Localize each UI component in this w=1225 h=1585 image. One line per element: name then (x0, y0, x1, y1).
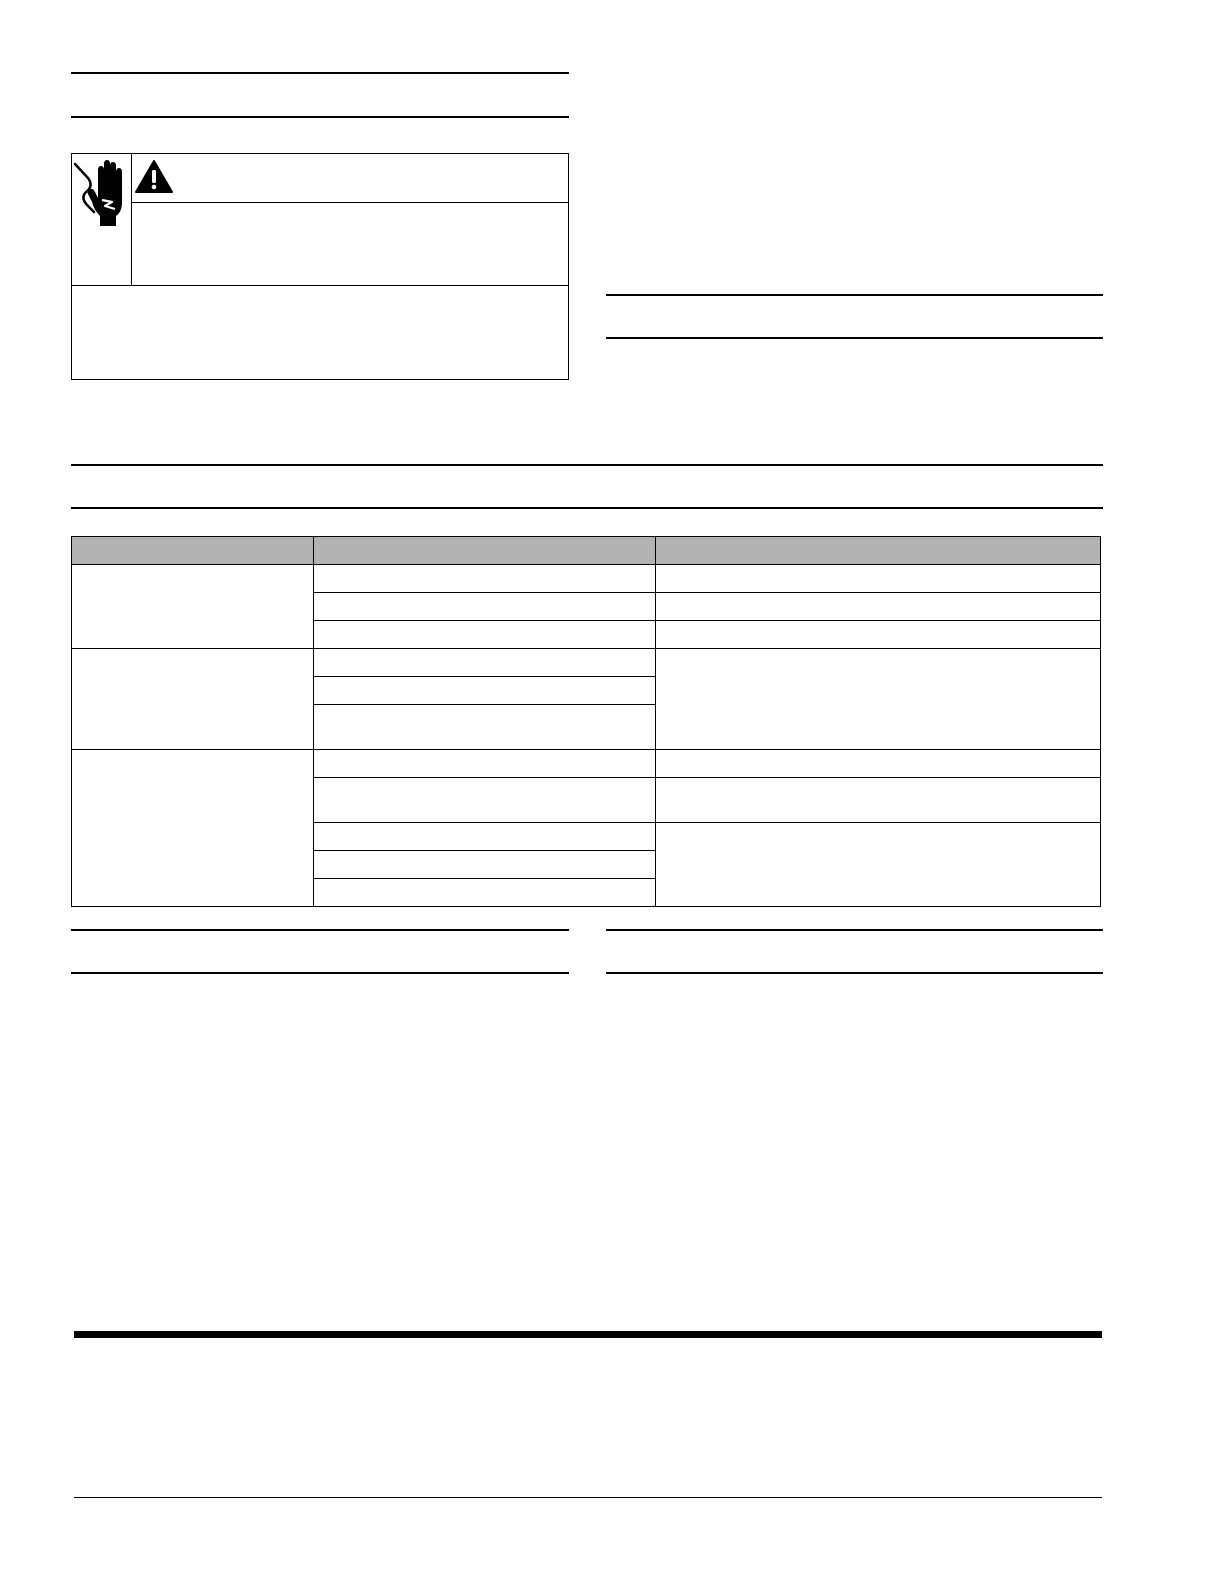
table-cell (314, 593, 656, 621)
table-header-row (72, 537, 1101, 565)
warning-triangle-icon (134, 159, 174, 195)
table-cell (656, 778, 1101, 823)
warning-box (71, 153, 569, 380)
table-header-cell-3 (656, 537, 1101, 565)
table-cell (314, 565, 656, 593)
table-cell (314, 705, 656, 750)
table-cell (314, 851, 656, 879)
table-header-cell-1 (72, 537, 314, 565)
electric-shock-hand-icon (72, 156, 130, 236)
warning-body (132, 203, 568, 285)
table-cell (314, 677, 656, 705)
table-cell (656, 565, 1101, 593)
table-cell (656, 621, 1101, 649)
warning-footer (72, 285, 568, 379)
table-group-cell-2 (72, 649, 314, 750)
section-rule-lower-right-1 (606, 929, 1103, 931)
table-cell (656, 750, 1101, 778)
section-rule-top-left-1 (71, 72, 569, 74)
table-cell (314, 750, 656, 778)
spec-table (71, 536, 1101, 907)
table-cell (314, 778, 656, 823)
section-rule-full-1 (71, 464, 1103, 466)
section-rule-top-right-2 (606, 337, 1103, 339)
table-merged-cell (656, 649, 1101, 750)
table-row (72, 750, 1101, 778)
table-merged-cell (656, 823, 1101, 907)
table-group-cell-3 (72, 750, 314, 907)
section-rule-lower-left-1 (71, 929, 569, 931)
table-cell (314, 621, 656, 649)
section-rule-top-right-1 (606, 294, 1103, 296)
section-rule-full-2 (71, 507, 1103, 509)
warning-header (132, 154, 568, 203)
section-rule-top-left-2 (71, 116, 569, 118)
table-cell (314, 823, 656, 851)
table-group-cell-1 (72, 565, 314, 649)
table-row (72, 565, 1101, 593)
table-cell (314, 649, 656, 677)
table-cell (656, 593, 1101, 621)
warning-icon-cell (72, 154, 132, 285)
page-heavy-rule (74, 1331, 1102, 1338)
table-header-cell-2 (314, 537, 656, 565)
footer-rule (74, 1497, 1102, 1498)
table-cell (314, 879, 656, 907)
table-row (72, 649, 1101, 677)
section-rule-lower-left-2 (71, 972, 569, 974)
section-rule-lower-right-2 (606, 972, 1103, 974)
